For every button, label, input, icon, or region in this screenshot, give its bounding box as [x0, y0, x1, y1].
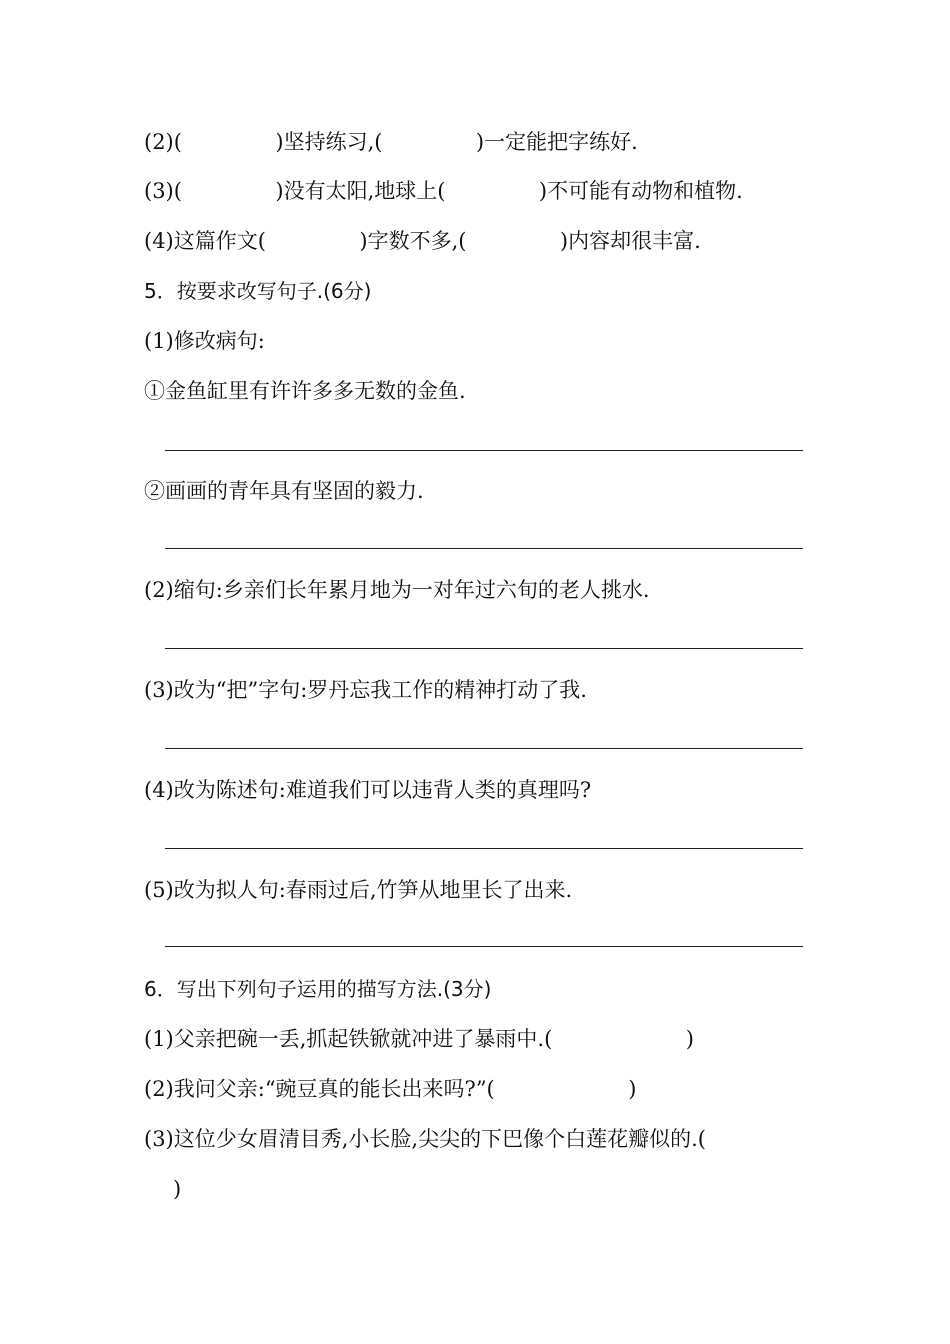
q5-sub1-a: ①金鱼缸里有许许多多无数的金鱼. — [144, 379, 466, 403]
q4-item-2: (2)( )坚持练习,( )一定能把字练好. — [144, 130, 638, 154]
q5-sub5: (5)改为拟人句:春雨过后,竹笋从地里长了出来. — [144, 878, 573, 902]
answer-line[interactable] — [165, 748, 803, 749]
answer-line[interactable] — [165, 548, 803, 549]
q5-sub4: (4)改为陈述句:难道我们可以违背人类的真理吗? — [144, 778, 592, 802]
q4-item-3: (3)( )没有太阳,地球上( )不可能有动物和植物. — [144, 179, 743, 203]
q6-item-1: (1)父亲把碗一丢,抓起铁锨就冲进了暴雨中.( ) — [144, 1027, 694, 1051]
q6-item-3: (3)这位少女眉清目秀,小长脸,尖尖的下巴像个白莲花瓣似的.( — [144, 1127, 706, 1151]
answer-line[interactable] — [165, 848, 803, 849]
q6-title: 6．写出下列句子运用的描写方法.(3分) — [144, 977, 492, 1001]
q5-sub1-b: ②画画的青年具有坚固的毅力. — [144, 479, 424, 503]
q6-item-3-close: ) — [173, 1177, 182, 1201]
q5-title: 5．按要求改写句子.(6分) — [144, 279, 372, 303]
q5-sub1-label: (1)修改病句: — [144, 329, 265, 353]
q6-item-2: (2)我问父亲:“豌豆真的能长出来吗?”( ) — [144, 1077, 637, 1101]
answer-line[interactable] — [165, 946, 803, 947]
answer-line[interactable] — [165, 648, 803, 649]
answer-line[interactable] — [165, 450, 803, 451]
q5-sub2: (2)缩句:乡亲们长年累月地为一对年过六旬的老人挑水. — [144, 578, 650, 602]
q5-sub3: (3)改为“把”字句:罗丹忘我工作的精神打动了我. — [144, 678, 587, 702]
q4-item-4: (4)这篇作文( )字数不多,( )内容却很丰富. — [144, 229, 701, 253]
